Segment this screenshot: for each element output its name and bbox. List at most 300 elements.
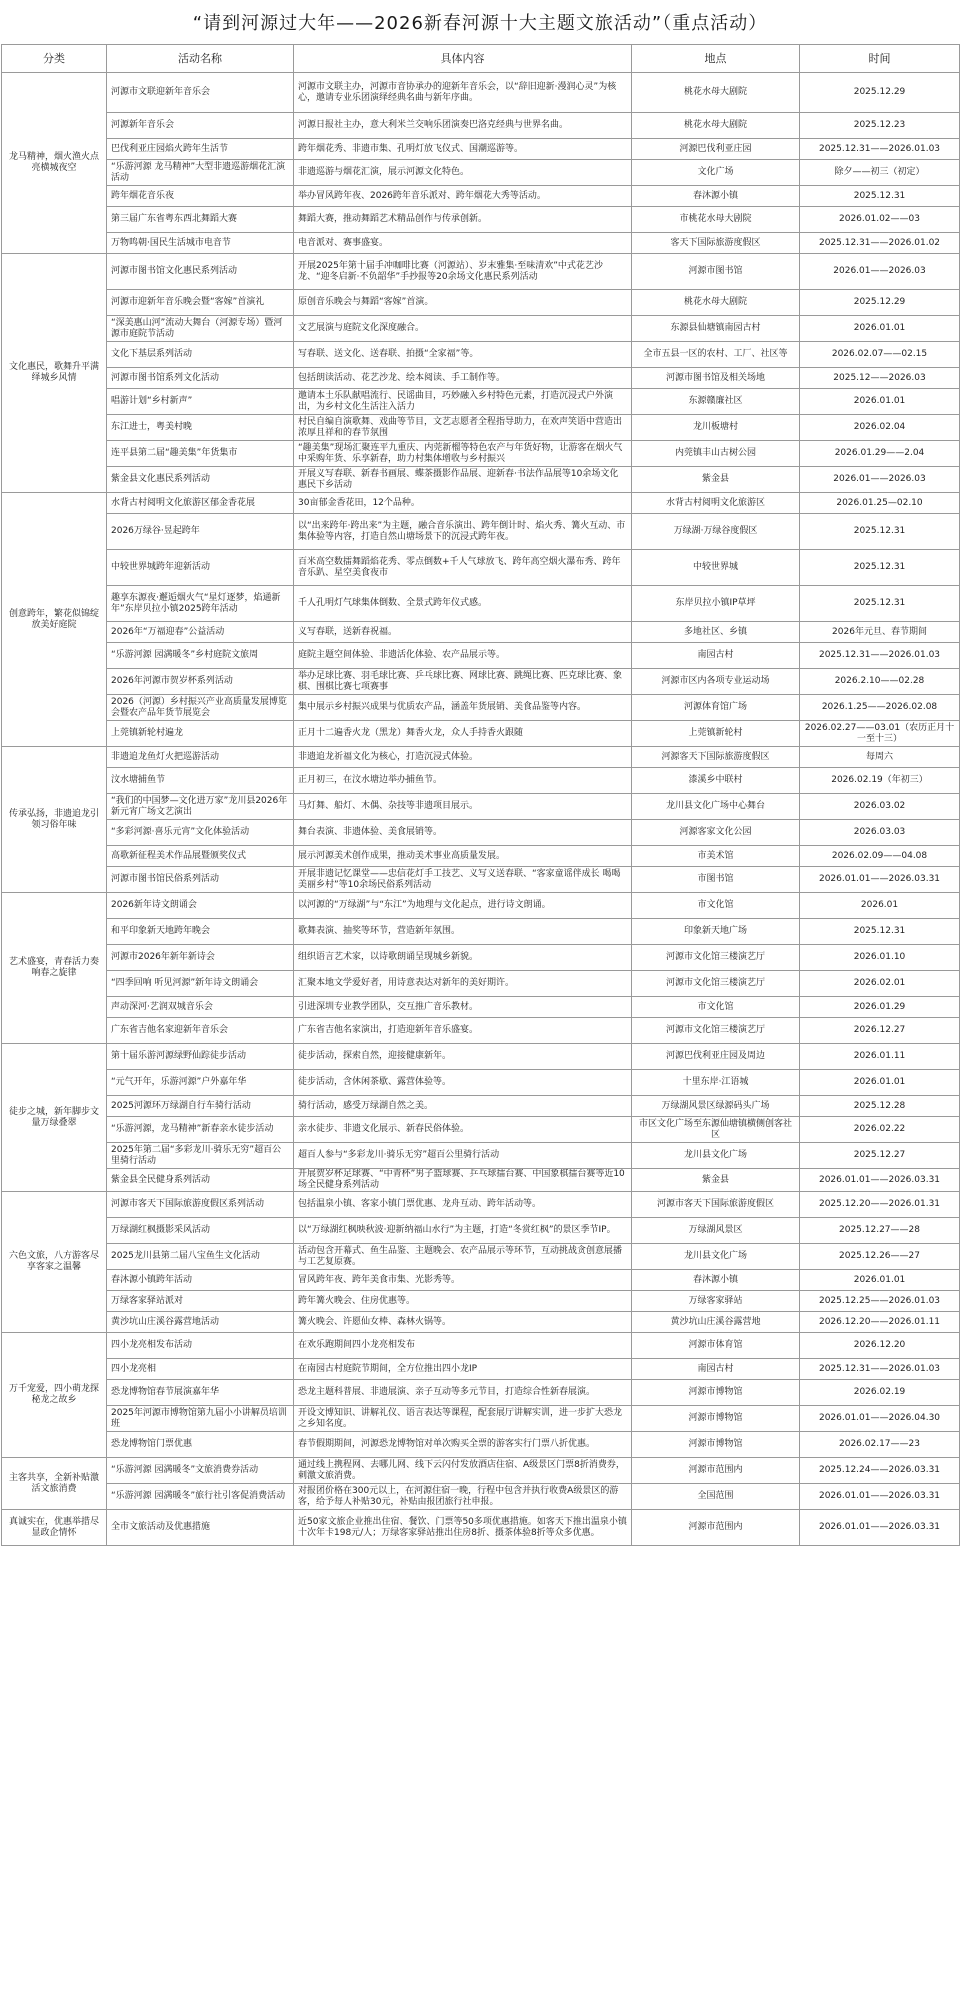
location-cell: 水背古村阅明文化旅游区 bbox=[632, 493, 800, 514]
table-row bbox=[2, 1096, 960, 1117]
location-cell: 河源市区内各项专业运动场 bbox=[632, 669, 800, 695]
table-row bbox=[2, 721, 960, 747]
activity-content-cell: 近50家文旅企业推出住宿、餐饮、门票等50多项优惠措施。如客天下推出温泉小镇十次年卡198元/人；万绿客家驿站推出住房8折、摄茶体验8折等众多优惠。 bbox=[294, 1510, 632, 1546]
activity-content-cell: 开展贺岁杯足球赛、“中青杯”男子篮球赛、乒乓球擂台赛、中国象棋擂台赛等近10场全民健身系列活动 bbox=[294, 1169, 632, 1192]
time-cell: 2026.01.10 bbox=[800, 945, 960, 971]
table-row bbox=[2, 893, 960, 919]
time-cell: 2025.12.31 bbox=[800, 550, 960, 586]
activity-content-cell: 骑行活动，感受万绿湖自然之美。 bbox=[294, 1096, 632, 1117]
activity-name-cell: 2025龙川县第二届八宝鱼生文化活动 bbox=[107, 1244, 294, 1270]
activity-content-cell: 村民自编自演歌舞、戏曲等节目，文艺志愿者全程指导助力，在欢声笑语中营造出浓厚且祥和的春节氛围 bbox=[294, 415, 632, 441]
category-cell: 文化惠民，歌舞升平满绎城乡风情 bbox=[2, 254, 107, 493]
activity-name-cell: 全市文旅活动及优惠措施 bbox=[107, 1510, 294, 1546]
time-cell: 2026.02.22 bbox=[800, 1117, 960, 1143]
table-row bbox=[2, 1380, 960, 1406]
table-row bbox=[2, 768, 960, 794]
table-row bbox=[2, 550, 960, 586]
activity-content-cell: 举办冒风跨年夜、2026跨年音乐派对、跨年烟花大秀等活动。 bbox=[294, 186, 632, 207]
location-cell: 河源市客天下国际旅游度假区 bbox=[632, 1192, 800, 1218]
activity-content-cell: 开展义写春联、新春书画展、蝶茶摄影作品展、迎新春·书法作品展等10余场文化惠民下乡活动 bbox=[294, 467, 632, 493]
activity-name-cell: 声动深河·艺润双城音乐会 bbox=[107, 997, 294, 1018]
category-cell: 万千宠爱，四小萌龙探秘龙之故乡 bbox=[2, 1333, 107, 1458]
activity-name-cell: “深美惠山河”流动大舞台（河源专场）暨河源市庭院节活动 bbox=[107, 316, 294, 342]
location-cell: 中较世界城 bbox=[632, 550, 800, 586]
time-cell: 2026.01——2026.03 bbox=[800, 254, 960, 290]
category-cell: 六色文旅，八方游客尽享客家之温馨 bbox=[2, 1192, 107, 1333]
time-cell: 2026.01.29——2.04 bbox=[800, 441, 960, 467]
location-cell: 龙川县文化广场 bbox=[632, 1244, 800, 1270]
activity-name-cell: 广东省吉他名家迎新年音乐会 bbox=[107, 1018, 294, 1044]
table-row bbox=[2, 389, 960, 415]
activity-name-cell: 非遗追龙鱼灯火把巡游活动 bbox=[107, 747, 294, 768]
location-cell: 东源赣廉社区 bbox=[632, 389, 800, 415]
activity-name-cell: 河源市2026年新年新诗会 bbox=[107, 945, 294, 971]
location-cell: 龙川县文化广场 bbox=[632, 1143, 800, 1169]
activity-content-cell: 庭院主题空间体验、非遗活化体验、农产品展示等。 bbox=[294, 643, 632, 669]
location-cell: 南园古村 bbox=[632, 1359, 800, 1380]
table-row bbox=[2, 1044, 960, 1070]
location-cell: 万绿湖·万绿谷度假区 bbox=[632, 514, 800, 550]
time-cell: 2026.03.02 bbox=[800, 794, 960, 820]
table-row bbox=[2, 1333, 960, 1359]
activity-content-cell: 以“出来跨年·跨出来”为主题，融合音乐演出、跨年倒计时、焰火秀、篝火互动、市集体验等内容，打造自然山塘场景下的沉浸式跨年夜。 bbox=[294, 514, 632, 550]
location-cell: 龙川县文化广场中心舞台 bbox=[632, 794, 800, 820]
table-row bbox=[2, 1018, 960, 1044]
activity-content-cell: 举办足球比赛、羽毛球比赛、乒乓球比赛、网球比赛、跳绳比赛、匹克球比赛、象棋、围棋比赛七项赛事 bbox=[294, 669, 632, 695]
activity-content-cell: 河源市文联主办，河源市音协承办的迎新年音乐会，以“辞旧迎新·漫润心灵”为核心，邀请专业乐团演绎经典名曲与新年序曲。 bbox=[294, 73, 632, 113]
header-time: 时间 bbox=[800, 45, 960, 73]
activity-content-cell: 千人孔明灯气球集体倒数、全景式跨年仪式感。 bbox=[294, 586, 632, 622]
time-cell: 2026.02.01 bbox=[800, 971, 960, 997]
time-cell: 2025.12——2026.03 bbox=[800, 368, 960, 389]
time-cell: 2026.01.01——2026.03.31 bbox=[800, 867, 960, 893]
time-cell: 2025.12.31 bbox=[800, 586, 960, 622]
activity-name-cell: “乐游河源，龙马精神”新春亲水徒步活动 bbox=[107, 1117, 294, 1143]
table-row bbox=[2, 867, 960, 893]
activity-name-cell: 2026年河源市贺岁杯系列活动 bbox=[107, 669, 294, 695]
location-cell: 河源市图书馆及相关场地 bbox=[632, 368, 800, 389]
table-row bbox=[2, 1143, 960, 1169]
location-cell: 紫金县 bbox=[632, 1169, 800, 1192]
activity-content-cell: 开展非遗记忆课堂——忠信花灯手工技艺、义写义送春联、“客家童谣伴成长 喝喝美丽乡村”等10余场民俗系列活动 bbox=[294, 867, 632, 893]
time-cell: 2026.01.01 bbox=[800, 1070, 960, 1096]
table-row bbox=[2, 586, 960, 622]
activity-content-cell: 引进深圳专业教学团队，交互推广音乐教材。 bbox=[294, 997, 632, 1018]
time-cell: 2025.12.24——2026.03.31 bbox=[800, 1458, 960, 1484]
activity-name-cell: 汶水塘捕鱼节 bbox=[107, 768, 294, 794]
header-name: 活动名称 bbox=[107, 45, 294, 73]
activity-table bbox=[1, 44, 960, 1546]
time-cell: 2025.12.29 bbox=[800, 290, 960, 316]
activity-name-cell: 巴伐利亚庄园焰火跨年生活节 bbox=[107, 139, 294, 160]
location-cell: 春沐源小镇 bbox=[632, 186, 800, 207]
document-title: “请到河源过大年——2026新春河源十大主题文旅活动”（重点活动） bbox=[192, 13, 768, 34]
table-row bbox=[2, 316, 960, 342]
time-cell: 2026.01.01 bbox=[800, 316, 960, 342]
location-cell: 市区文化广场至东源仙塘镇横侧创客社区 bbox=[632, 1117, 800, 1143]
location-cell: 黄沙坑山庄溪谷露营地 bbox=[632, 1312, 800, 1333]
activity-content-cell: 篝火晚会、许愿仙女棒、森林火锅等。 bbox=[294, 1312, 632, 1333]
table-header-row bbox=[2, 45, 960, 73]
location-cell: 全市五县一区的农村、工厂、社区等 bbox=[632, 342, 800, 368]
location-cell: 河源市范围内 bbox=[632, 1510, 800, 1546]
activity-name-cell: 2025河源环万绿湖自行车骑行活动 bbox=[107, 1096, 294, 1117]
location-cell: 河源市体育馆 bbox=[632, 1333, 800, 1359]
activity-name-cell: 紫金县文化惠民系列活动 bbox=[107, 467, 294, 493]
time-cell: 2026.01.01 bbox=[800, 1270, 960, 1291]
table-row bbox=[2, 622, 960, 643]
activity-name-cell: “元气开年，乐游河源”户外嘉年华 bbox=[107, 1070, 294, 1096]
location-cell: 东岸贝拉小镇IP草坪 bbox=[632, 586, 800, 622]
activity-content-cell: 文艺展演与庭院文化深度融合。 bbox=[294, 316, 632, 342]
time-cell: 2025.12.25——2026.01.03 bbox=[800, 1291, 960, 1312]
activity-name-cell: 黄沙坑山庄溪谷露营地活动 bbox=[107, 1312, 294, 1333]
category-cell: 徒步之城，新年脚步文量万绿叠翠 bbox=[2, 1044, 107, 1192]
time-cell: 2025.12.31——2026.01.03 bbox=[800, 1359, 960, 1380]
activity-name-cell: “我们的中国梦—文化进万家”龙川县2026年新元宵广场文艺演出 bbox=[107, 794, 294, 820]
time-cell: 2025.12.31 bbox=[800, 514, 960, 550]
activity-content-cell: 展示河源美术创作成果，推动美术事业高质量发展。 bbox=[294, 846, 632, 867]
activity-name-cell: 紫金县全民健身系列活动 bbox=[107, 1169, 294, 1192]
category-cell: 创意跨年，繁花似锦绽放美好庭院 bbox=[2, 493, 107, 747]
table-row bbox=[2, 1169, 960, 1192]
header-location: 地点 bbox=[632, 45, 800, 73]
activity-content-cell: 通过线上携程网、去哪儿网、线下云闪付发放酒店住宿、A级景区门票8折消费券，刺激文旅消费。 bbox=[294, 1458, 632, 1484]
category-cell: 传承弘扬，非遗追龙引领习俗年味 bbox=[2, 747, 107, 893]
location-cell: 市文化馆 bbox=[632, 893, 800, 919]
location-cell: 河源市博物馆 bbox=[632, 1432, 800, 1458]
table-row bbox=[2, 846, 960, 867]
time-cell: 2025.12.27 bbox=[800, 1143, 960, 1169]
table-row bbox=[2, 139, 960, 160]
location-cell: 河源市文化馆三楼演艺厅 bbox=[632, 1018, 800, 1044]
activity-content-cell: 汇聚本地文学爱好者，用诗意表达对新年的美好期许。 bbox=[294, 971, 632, 997]
location-cell: 漆溪乡中联村 bbox=[632, 768, 800, 794]
time-cell: 2025.12.27——28 bbox=[800, 1218, 960, 1244]
time-cell: 2026.01.25—02.10 bbox=[800, 493, 960, 514]
time-cell: 2025.12.31 bbox=[800, 919, 960, 945]
location-cell: 河源巴伐利亚庄园及周边 bbox=[632, 1044, 800, 1070]
time-cell: 2026.02.19 bbox=[800, 1380, 960, 1406]
location-cell: 河源市博物馆 bbox=[632, 1380, 800, 1406]
time-cell: 2026.2.10——02.28 bbox=[800, 669, 960, 695]
activity-name-cell: 水背古村阅明文化旅游区郁金香花展 bbox=[107, 493, 294, 514]
table-row bbox=[2, 441, 960, 467]
location-cell: 河源客天下国际旅游度假区 bbox=[632, 747, 800, 768]
activity-name-cell: 恐龙博物馆春节展演嘉年华 bbox=[107, 1380, 294, 1406]
table-row bbox=[2, 919, 960, 945]
location-cell: 客天下国际旅游度假区 bbox=[632, 233, 800, 254]
activity-name-cell: 高歌新征程美术作品展暨颁奖仪式 bbox=[107, 846, 294, 867]
time-cell: 2025.12.31 bbox=[800, 186, 960, 207]
location-cell: 万绿客家驿站 bbox=[632, 1291, 800, 1312]
activity-name-cell: 河源市迎新年音乐晚会暨“客嫁”首演礼 bbox=[107, 290, 294, 316]
header-category: 分类 bbox=[2, 45, 107, 73]
table-row bbox=[2, 1192, 960, 1218]
activity-name-cell: 唱游计划“乡村新声” bbox=[107, 389, 294, 415]
category-cell: 龙马精神，烟火渔火点亮横城夜空 bbox=[2, 73, 107, 254]
activity-name-cell: 万物鸣朝·国民生活城市电音节 bbox=[107, 233, 294, 254]
location-cell: 上莞镇新轮村 bbox=[632, 721, 800, 747]
table-row bbox=[2, 415, 960, 441]
activity-name-cell: 2026年“万福迎春”公益活动 bbox=[107, 622, 294, 643]
time-cell: 2026.02.17——23 bbox=[800, 1432, 960, 1458]
time-cell: 2026.1.25——2026.02.08 bbox=[800, 695, 960, 721]
activity-content-cell: 在欢乐跑期间四小龙亮相发布 bbox=[294, 1333, 632, 1359]
activity-name-cell: 河源市客天下国际旅游度假区系列活动 bbox=[107, 1192, 294, 1218]
activity-content-cell: “趣美集”现场汇聚连平九重庆、内莞新榴等特色农产与年货好物，让游客在烟火气中采购年货、乐享新春，助力村集体增收与乡村振兴 bbox=[294, 441, 632, 467]
activity-name-cell: 河源市图书馆民俗系列活动 bbox=[107, 867, 294, 893]
activity-content-cell: 活动包含开幕式、鱼生品鉴、主题晚会、农产品展示等环节，互动挑战贪创意展播与工艺复原赛。 bbox=[294, 1244, 632, 1270]
time-cell: 2026.01.01——2026.03.31 bbox=[800, 1510, 960, 1546]
location-cell: 十里东岸·江语城 bbox=[632, 1070, 800, 1096]
activity-content-cell: 原创音乐晚会与舞蹈“客嫁”首演。 bbox=[294, 290, 632, 316]
activity-name-cell: 2026万绿谷·昱起跨年 bbox=[107, 514, 294, 550]
time-cell: 2026.01.01 bbox=[800, 389, 960, 415]
time-cell: 2026.02.04 bbox=[800, 415, 960, 441]
activity-content-cell: 包括温泉小镇、客家小镇门票优惠、龙舟互动、跨年活动等。 bbox=[294, 1192, 632, 1218]
location-cell: 桃花水母大剧院 bbox=[632, 290, 800, 316]
activity-name-cell: 2025年河源市博物馆第九届小小讲解员培训班 bbox=[107, 1406, 294, 1432]
time-cell: 2026.12.20——2026.01.11 bbox=[800, 1312, 960, 1333]
time-cell: 2026.02.27——03.01（农历正月十一至十三） bbox=[800, 721, 960, 747]
activity-content-cell: 跨年烟花秀、非遗市集、孔明灯放飞仪式、国潮巡游等。 bbox=[294, 139, 632, 160]
activity-content-cell: 开展2025年第十届手冲咖啡比赛（河源站）、岁末雅集·至味清欢”中式花艺沙龙、“迎冬启新·不负韶华”手抄报等20余场文化惠民系列活动 bbox=[294, 254, 632, 290]
time-cell: 除夕——初三（初定） bbox=[800, 160, 960, 186]
activity-name-cell: 连平县第二届“趣美集”年货集市 bbox=[107, 441, 294, 467]
activity-name-cell: 万绿客家驿站派对 bbox=[107, 1291, 294, 1312]
activity-name-cell: 河源市文联迎新年音乐会 bbox=[107, 73, 294, 113]
time-cell: 每周六 bbox=[800, 747, 960, 768]
activity-name-cell: 河源新年音乐会 bbox=[107, 113, 294, 139]
location-cell: 南园古村 bbox=[632, 643, 800, 669]
table-row bbox=[2, 493, 960, 514]
time-cell: 2026.01.01——2026.04.30 bbox=[800, 1406, 960, 1432]
table-body bbox=[2, 73, 960, 1546]
time-cell: 2026.02.19（年初三） bbox=[800, 768, 960, 794]
time-cell: 2025.12.28 bbox=[800, 1096, 960, 1117]
table-row bbox=[2, 342, 960, 368]
table-row bbox=[2, 1070, 960, 1096]
time-cell: 2026.01 bbox=[800, 893, 960, 919]
table-row bbox=[2, 186, 960, 207]
activity-name-cell: “乐游河源 龙马精神”大型非遗巡游烟花汇演活动 bbox=[107, 160, 294, 186]
location-cell: 东源县仙塘镇南园古村 bbox=[632, 316, 800, 342]
activity-content-cell: 正月初三，在汶水塘边举办捕鱼节。 bbox=[294, 768, 632, 794]
location-cell: 市文化馆 bbox=[632, 997, 800, 1018]
table-row bbox=[2, 290, 960, 316]
activity-name-cell: 四小龙亮相发布活动 bbox=[107, 1333, 294, 1359]
location-cell: 河源市博物馆 bbox=[632, 1406, 800, 1432]
activity-content-cell: 徒步活动，探索自然，迎接健康新年。 bbox=[294, 1044, 632, 1070]
location-cell: 春沐源小镇 bbox=[632, 1270, 800, 1291]
table-row bbox=[2, 1458, 960, 1484]
table-row bbox=[2, 207, 960, 233]
activity-name-cell: 恐龙博物馆门票优惠 bbox=[107, 1432, 294, 1458]
activity-content-cell: 冒风跨年夜、跨年美食市集、光影秀等。 bbox=[294, 1270, 632, 1291]
time-cell: 2025.12.23 bbox=[800, 113, 960, 139]
table-row bbox=[2, 1244, 960, 1270]
activity-name-cell: 文化下基层系列活动 bbox=[107, 342, 294, 368]
time-cell: 2025.12.26——27 bbox=[800, 1244, 960, 1270]
location-cell: 河源市范围内 bbox=[632, 1458, 800, 1484]
time-cell: 2026.01.02——03 bbox=[800, 207, 960, 233]
activity-content-cell: 非遗追龙祈福文化为核心，打造沉浸式体验。 bbox=[294, 747, 632, 768]
location-cell: 印象新天地广场 bbox=[632, 919, 800, 945]
table-row bbox=[2, 669, 960, 695]
location-cell: 桃花水母大剧院 bbox=[632, 73, 800, 113]
table-row bbox=[2, 113, 960, 139]
activity-content-cell: 百米高空数擂舞蹈焰花秀、零点倒数+千人气球放飞、跨年高空烟火瀑布秀、跨年音乐趴、星空美食夜市 bbox=[294, 550, 632, 586]
activity-content-cell: 正月十二遍香火龙（黑龙）舞香火龙，众人手持香火跟随 bbox=[294, 721, 632, 747]
location-cell: 内莞镇丰山古树公园 bbox=[632, 441, 800, 467]
location-cell: 市桃花水母大剧院 bbox=[632, 207, 800, 233]
category-cell: 艺术盛宴，青春活力奏响春之旋律 bbox=[2, 893, 107, 1044]
activity-name-cell: 河源市图书馆系列文化活动 bbox=[107, 368, 294, 389]
table-row bbox=[2, 971, 960, 997]
location-cell: 河源市文化馆三楼演艺厅 bbox=[632, 945, 800, 971]
table-row bbox=[2, 1218, 960, 1244]
time-cell: 2025.12.20——2026.01.31 bbox=[800, 1192, 960, 1218]
time-cell: 2025.12.31——2026.01.02 bbox=[800, 233, 960, 254]
activity-name-cell: “多彩河源·喜乐元宵”文化体验活动 bbox=[107, 820, 294, 846]
table-row bbox=[2, 695, 960, 721]
activity-name-cell: “乐游河源 园满暖冬”文旅消费券活动 bbox=[107, 1458, 294, 1484]
time-cell: 2026.12.27 bbox=[800, 1018, 960, 1044]
location-cell: 多地社区、乡镇 bbox=[632, 622, 800, 643]
table-row bbox=[2, 368, 960, 389]
activity-name-cell: 春沐源小镇跨年活动 bbox=[107, 1270, 294, 1291]
table-row bbox=[2, 73, 960, 113]
activity-content-cell: 河源日报社主办，意大利米兰交响乐团演奏巴洛克经典与世界名曲。 bbox=[294, 113, 632, 139]
table-row bbox=[2, 467, 960, 493]
activity-content-cell: 在南园古村庭院节期间，全方位推出四小龙IP bbox=[294, 1359, 632, 1380]
activity-name-cell: 中较世界城跨年迎新活动 bbox=[107, 550, 294, 586]
time-cell: 2025.12.29 bbox=[800, 73, 960, 113]
activity-content-cell: 30亩郁金香花田，12个品种。 bbox=[294, 493, 632, 514]
table-row bbox=[2, 747, 960, 768]
activity-name-cell: 东江进士，粤美村晚 bbox=[107, 415, 294, 441]
table-row bbox=[2, 1359, 960, 1380]
table-row bbox=[2, 945, 960, 971]
location-cell: 市图书馆 bbox=[632, 867, 800, 893]
table-row bbox=[2, 233, 960, 254]
location-cell: 紫金县 bbox=[632, 467, 800, 493]
activity-content-cell: 舞台表演、非遗体验、美食展销等。 bbox=[294, 820, 632, 846]
activity-name-cell: 第十届乐游河源绿野仙踪徒步活动 bbox=[107, 1044, 294, 1070]
activity-content-cell: 舞蹈大赛，推动舞蹈艺术精品创作与传承创新。 bbox=[294, 207, 632, 233]
time-cell: 2026.01.01——2026.03.31 bbox=[800, 1484, 960, 1510]
location-cell: 万绿湖风景区绿源码头广场 bbox=[632, 1096, 800, 1117]
table-row bbox=[2, 1117, 960, 1143]
activity-name-cell: 趣享东源夜·邂逅烟火气“星灯逐梦，焰通新年”东岸贝拉小镇2025跨年活动 bbox=[107, 586, 294, 622]
time-cell: 2026.03.03 bbox=[800, 820, 960, 846]
location-cell: 桃花水母大剧院 bbox=[632, 113, 800, 139]
table-row bbox=[2, 160, 960, 186]
activity-name-cell: 2025年第二届“多彩龙川·骑乐无穷”超百公里骑行活动 bbox=[107, 1143, 294, 1169]
header-content: 具体内容 bbox=[294, 45, 632, 73]
activity-name-cell: 2026（河源）乡村振兴产业高质量发展博览会暨农产品年货节展览会 bbox=[107, 695, 294, 721]
activity-content-cell: 邀请本土乐队献唱流行、民谣曲目，巧妙融入乡村特色元素，打造沉浸式户外演出，为乡村文化生活注入活力 bbox=[294, 389, 632, 415]
activity-name-cell: “乐游河源 园满暖冬”乡村庭院文旅周 bbox=[107, 643, 294, 669]
activity-content-cell: 义写春联，送新春祝福。 bbox=[294, 622, 632, 643]
activity-content-cell: 恐龙主题科普展、非遗展演、亲子互动等多元节目，打造综合性新春展演。 bbox=[294, 1380, 632, 1406]
time-cell: 2025.12.31——2026.01.03 bbox=[800, 643, 960, 669]
activity-name-cell: 和平印象新天地跨年晚会 bbox=[107, 919, 294, 945]
activity-name-cell: 2026新年诗文朗诵会 bbox=[107, 893, 294, 919]
activity-content-cell: 春节假期期间，河源恐龙博物馆对单次购买全票的游客实行门票八折优惠。 bbox=[294, 1432, 632, 1458]
activity-content-cell: 对报团价格在300元以上，在河源住宿一晚，行程中包含并执行收费A级景区的游客，给予每人补贴30元，补贴由报团旅行社申报。 bbox=[294, 1484, 632, 1510]
activity-content-cell: 集中展示乡村振兴成果与优质农产品，涵盖年货展销、美食品鉴等内容。 bbox=[294, 695, 632, 721]
time-cell: 2026年元旦、春节期间 bbox=[800, 622, 960, 643]
time-cell: 2026.02.07——02.15 bbox=[800, 342, 960, 368]
location-cell: 万绿湖风景区 bbox=[632, 1218, 800, 1244]
activity-content-cell: 以河源的“万绿湖”与“东江”为地理与文化起点，进行诗文朗诵。 bbox=[294, 893, 632, 919]
table-row bbox=[2, 1291, 960, 1312]
activity-name-cell: 四小龙亮相 bbox=[107, 1359, 294, 1380]
location-cell: 河源巴伐利亚庄园 bbox=[632, 139, 800, 160]
time-cell: 2026.01——2026.03 bbox=[800, 467, 960, 493]
location-cell: 全国范围 bbox=[632, 1484, 800, 1510]
table-row bbox=[2, 254, 960, 290]
activity-name-cell: 第三届广东省粤东西北舞蹈大赛 bbox=[107, 207, 294, 233]
activity-content-cell: 徒步活动，含休闲茶歇、露营体验等。 bbox=[294, 1070, 632, 1096]
activity-name-cell: 跨年烟花音乐夜 bbox=[107, 186, 294, 207]
location-cell: 市美术馆 bbox=[632, 846, 800, 867]
activity-name-cell: 河源市图书馆文化惠民系列活动 bbox=[107, 254, 294, 290]
activity-content-cell: 包括朗读活动、花艺沙龙、绘本阅读、手工制作等。 bbox=[294, 368, 632, 389]
table-row bbox=[2, 1484, 960, 1510]
table-row bbox=[2, 1510, 960, 1546]
activity-content-cell: 开设文博知识、讲解礼仪、语言表达等课程，配套展厅讲解实训，进一步扩大恐龙之乡知名度。 bbox=[294, 1406, 632, 1432]
activity-name-cell: “四季回响 听见河源”新年诗文朗诵会 bbox=[107, 971, 294, 997]
table-row bbox=[2, 1432, 960, 1458]
activity-content-cell: 写春联、送文化、送春联、拍摄“全家福”等。 bbox=[294, 342, 632, 368]
table-row bbox=[2, 1406, 960, 1432]
time-cell: 2026.01.11 bbox=[800, 1044, 960, 1070]
location-cell: 龙川板塘村 bbox=[632, 415, 800, 441]
activity-name-cell: 上莞镇新轮村遍龙 bbox=[107, 721, 294, 747]
location-cell: 河源市文化馆三楼演艺厅 bbox=[632, 971, 800, 997]
time-cell: 2026.12.20 bbox=[800, 1333, 960, 1359]
activity-content-cell: 非遗巡游与烟花汇演，展示河源文化特色。 bbox=[294, 160, 632, 186]
table-row bbox=[2, 1312, 960, 1333]
activity-content-cell: 以“万绿湖红枫映秋波·迎新纳福山水行”为主题，打造“冬赏红枫”的景区季节IP。 bbox=[294, 1218, 632, 1244]
time-cell: 2026.01.01——2026.03.31 bbox=[800, 1169, 960, 1192]
activity-content-cell: 歌舞表演、抽奖等环节，营造新年氛围。 bbox=[294, 919, 632, 945]
category-cell: 真诚实在，优惠举措尽显政企情怀 bbox=[2, 1510, 107, 1546]
location-cell: 文化广场 bbox=[632, 160, 800, 186]
activity-content-cell: 超百人参与“多彩龙川·骑乐无穷”超百公里骑行活动 bbox=[294, 1143, 632, 1169]
time-cell: 2025.12.31——2026.01.03 bbox=[800, 139, 960, 160]
time-cell: 2026.01.29 bbox=[800, 997, 960, 1018]
location-cell: 河源市图书馆 bbox=[632, 254, 800, 290]
table-row bbox=[2, 820, 960, 846]
location-cell: 河源客家文化公园 bbox=[632, 820, 800, 846]
activity-content-cell: 广东省吉他名家演出，打造迎新年音乐盛宴。 bbox=[294, 1018, 632, 1044]
table-row bbox=[2, 997, 960, 1018]
activity-content-cell: 组织语言艺术家，以诗歌朗诵呈现城乡新貌。 bbox=[294, 945, 632, 971]
table-row bbox=[2, 514, 960, 550]
activity-name-cell: 万绿湖红枫摄影采风活动 bbox=[107, 1218, 294, 1244]
table-row bbox=[2, 1270, 960, 1291]
activity-content-cell: 亲水徒步、非遗文化展示、新春民俗体验。 bbox=[294, 1117, 632, 1143]
table-row bbox=[2, 794, 960, 820]
activity-content-cell: 电音派对、赛事盛宴。 bbox=[294, 233, 632, 254]
table-row bbox=[2, 643, 960, 669]
activity-content-cell: 马灯舞、船灯、木偶、杂技等非遗项目展示。 bbox=[294, 794, 632, 820]
time-cell: 2026.02.09——04.08 bbox=[800, 846, 960, 867]
